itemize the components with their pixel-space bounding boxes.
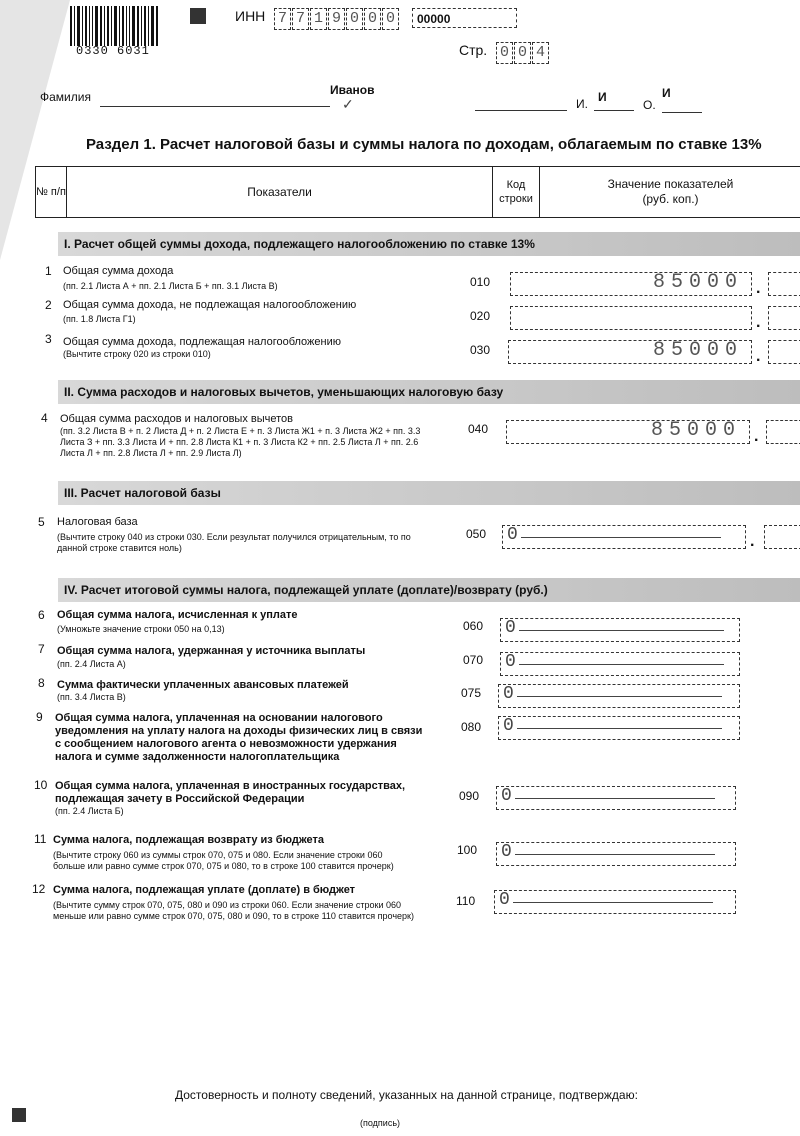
row-code: 030	[470, 343, 491, 357]
decimal-dot: .	[756, 314, 761, 331]
row-title: Сумма фактически уплаченных авансовых платежей	[57, 679, 349, 691]
barcode	[70, 6, 160, 46]
row-code: 060	[463, 619, 484, 633]
value-handwritten: 85000	[651, 419, 742, 442]
checkmark-icon: ✓	[342, 96, 354, 112]
value-handwritten: 0	[505, 618, 516, 638]
value-field[interactable]	[510, 272, 752, 296]
col-value-header: Значение показателей (руб. коп.)	[541, 167, 800, 217]
row-number: 7	[38, 642, 45, 656]
dash-line	[517, 728, 722, 729]
name-value: И	[598, 90, 607, 104]
row-title: Общая сумма налога, уплаченная на основании налогового уведомления на уплату налога на доходы физических лиц в связи с сообщением налогового агента о невозможности удержания налога и сумме задолженности налогоплательщика	[55, 712, 423, 763]
value-handwritten: 0	[501, 842, 512, 862]
row-title: Общая сумма расходов и налоговых вычетов	[60, 413, 293, 425]
signature-label: (подпись)	[360, 1118, 401, 1128]
section-title: Раздел 1. Расчет налоговой базы и суммы налога по доходам, облагаемым по ставке 13%	[86, 136, 762, 153]
kopecks-field[interactable]	[768, 340, 800, 364]
row-code: 100	[457, 843, 478, 857]
dash-line	[517, 696, 722, 697]
row-title: Общая сумма дохода	[63, 265, 174, 277]
row-code: 050	[466, 527, 487, 541]
scan-shadow	[0, 0, 70, 260]
row-number: 2	[45, 298, 52, 312]
page-number-cells	[496, 42, 550, 64]
value-handwritten: 85000	[653, 339, 744, 362]
row-subtitle: (пп. 3.2 Листа В + п. 2 Листа Д + п. 2 Листа Е + п. 3 Листа Ж1 + п. 3 Листа Ж2 + пп. 3.3 Листа З + пп. 3.3 Листа И + пп. 2.8 Листа К1 + п. 3 Листа К2 + пп. 2.5 Листа Л + пп. 2.6 Листа Л + пп. 2.8 Листа Л + пп. 2.9 Листа Л)	[60, 426, 421, 458]
kopecks-field[interactable]	[768, 272, 800, 296]
row-title: Общая сумма налога, исчисленная к уплате	[57, 609, 298, 621]
row-code: 070	[463, 653, 484, 667]
row-title: Сумма налога, подлежащая возврату из бюджета	[53, 834, 324, 846]
value-handwritten: 0	[503, 716, 514, 736]
value-handwritten: 0	[499, 890, 510, 910]
value-field[interactable]	[496, 842, 736, 866]
dash-line	[521, 537, 721, 538]
section-header-2: II. Сумма расходов и налоговых вычетов, уменьшающих налоговую базу	[58, 380, 800, 404]
row-number: 9	[36, 710, 43, 724]
row-number: 11	[34, 832, 47, 846]
row-subtitle: (пп. 1.8 Листа Г1)	[63, 314, 136, 324]
patronymic-line	[662, 112, 702, 113]
col-indicators-header: Показатели	[67, 167, 493, 217]
inn-digit: 0	[364, 8, 381, 30]
row-subtitle: (Умножьте значение строки 050 на 0,13)	[57, 624, 225, 634]
row-title: Общая сумма налога, уплаченная в иностранных государствах, подлежащая зачету в Российской Федерации	[55, 780, 406, 805]
dash-line	[519, 664, 724, 665]
value-field[interactable]	[502, 525, 746, 549]
surname-label: Фамилия	[40, 90, 91, 104]
page-digit: 0	[514, 42, 531, 64]
value-field[interactable]	[500, 652, 740, 676]
decimal-dot: .	[750, 533, 755, 550]
page-label: Стр.	[459, 42, 488, 58]
row-subtitle: (Вычтите сумму строк 070, 075, 080 и 090 из строки 060. Если значение строки 060 меньше или равно сумме строк 070, 075, 080 и 090, то в строке 110 ставится прочерк)	[53, 900, 414, 921]
inn-typed: 00000	[412, 8, 517, 28]
dash-line	[515, 854, 715, 855]
value-handwritten: 0	[501, 786, 512, 806]
value-handwritten: 0	[505, 652, 516, 672]
row-subtitle: (пп. 2.4 Листа А)	[57, 659, 126, 669]
value-field[interactable]	[494, 890, 736, 914]
row-subtitle: (пп. 2.1 Листа А + пп. 2.1 Листа Б + пп. 3.1 Листа В)	[63, 281, 278, 291]
value-field[interactable]	[508, 340, 752, 364]
section-header-3: III. Расчет налоговой базы	[58, 481, 800, 505]
inn-digit: 0	[346, 8, 363, 30]
inn-digit: 0	[382, 8, 399, 30]
decimal-dot: .	[756, 348, 761, 365]
value-field[interactable]	[498, 716, 740, 740]
value-handwritten: 0	[507, 525, 518, 545]
row-code: 040	[468, 422, 489, 436]
row-subtitle: (пп. 2.4 Листа Б)	[55, 806, 124, 816]
patronymic-value: И	[662, 86, 671, 100]
patronymic-label: О.	[643, 98, 656, 112]
row-code: 080	[461, 720, 482, 734]
row-code: 090	[459, 789, 480, 803]
inn-label: ИНН	[235, 8, 266, 24]
value-field[interactable]	[506, 420, 750, 444]
dash-line	[519, 630, 724, 631]
row-number: 10	[34, 778, 48, 792]
row-title: Общая сумма дохода, не подлежащая налогообложению	[63, 299, 357, 311]
dash-line	[515, 798, 715, 799]
surname-value: Иванов	[330, 83, 375, 97]
row-title: Сумма налога, подлежащая уплате (доплате) в бюджет	[53, 884, 356, 896]
anchor-square	[190, 8, 206, 24]
dash-line	[513, 902, 713, 903]
row-code: 020	[470, 309, 491, 323]
kopecks-field[interactable]	[768, 306, 800, 330]
row-code: 075	[461, 686, 482, 700]
row-number: 1	[45, 264, 52, 278]
inn-digit: 7	[292, 8, 309, 30]
page-digit: 4	[532, 42, 549, 64]
value-field[interactable]	[498, 684, 740, 708]
row-subtitle: (Вычтите строку 060 из суммы строк 070, 075 и 080. Если значение строки 060 больше или равно сумме строк 070, 075 и 080, то в строке 100 ставится прочерк)	[53, 850, 394, 871]
kopecks-field[interactable]	[764, 525, 800, 549]
row-number: 8	[38, 676, 45, 690]
row-number: 4	[41, 411, 48, 425]
inn-digit: 7	[274, 8, 291, 30]
col-num-header: № п/п	[36, 167, 67, 217]
surname-line	[100, 106, 330, 107]
value-field[interactable]	[510, 306, 752, 330]
section-header-1: I. Расчет общей суммы дохода, подлежащего налогообложению по ставке 13%	[58, 232, 800, 256]
inn-digit: 1	[310, 8, 327, 30]
row-number: 5	[38, 515, 45, 529]
row-number: 3	[45, 332, 52, 346]
inn-handwritten-cells	[274, 8, 400, 30]
anchor-square	[12, 1108, 26, 1122]
row-subtitle: (пп. 3.4 Листа В)	[57, 692, 126, 702]
row-number: 6	[38, 608, 45, 622]
page-digit: 0	[496, 42, 513, 64]
certification-text: Достоверность и полноту сведений, указанных на данной странице, подтверждаю:	[175, 1088, 638, 1102]
value-handwritten: 0	[503, 684, 514, 704]
row-code: 010	[470, 275, 491, 289]
name-line	[475, 110, 567, 111]
inn-digit: 9	[328, 8, 345, 30]
section-header-4: IV. Расчет итоговой суммы налога, подлежащей уплате (доплате)/возврату (руб.)	[58, 578, 800, 602]
barcode-number: 0330 6031	[76, 44, 150, 58]
value-field[interactable]	[500, 618, 740, 642]
decimal-dot: .	[756, 280, 761, 297]
row-title: Налоговая база	[57, 516, 138, 528]
row-subtitle: (Вычтите строку 020 из строки 010)	[63, 349, 211, 359]
row-title: Общая сумма налога, удержанная у источника выплаты	[57, 645, 366, 657]
row-number: 12	[32, 882, 46, 896]
col-code-header: Код строки	[493, 167, 540, 217]
table-header	[35, 166, 800, 218]
value-handwritten: 85000	[653, 271, 744, 294]
value-field[interactable]	[496, 786, 736, 810]
name-initial-line	[594, 110, 634, 111]
decimal-dot: .	[754, 428, 759, 445]
row-code: 110	[456, 894, 476, 908]
name-label: И.	[576, 97, 588, 111]
kopecks-field[interactable]	[766, 420, 800, 444]
row-subtitle: (Вычтите строку 040 из строки 030. Если результат получился отрицательным, то по данной строке ставится ноль)	[57, 532, 411, 553]
row-title: Общая сумма дохода, подлежащая налогообложению	[63, 336, 341, 348]
